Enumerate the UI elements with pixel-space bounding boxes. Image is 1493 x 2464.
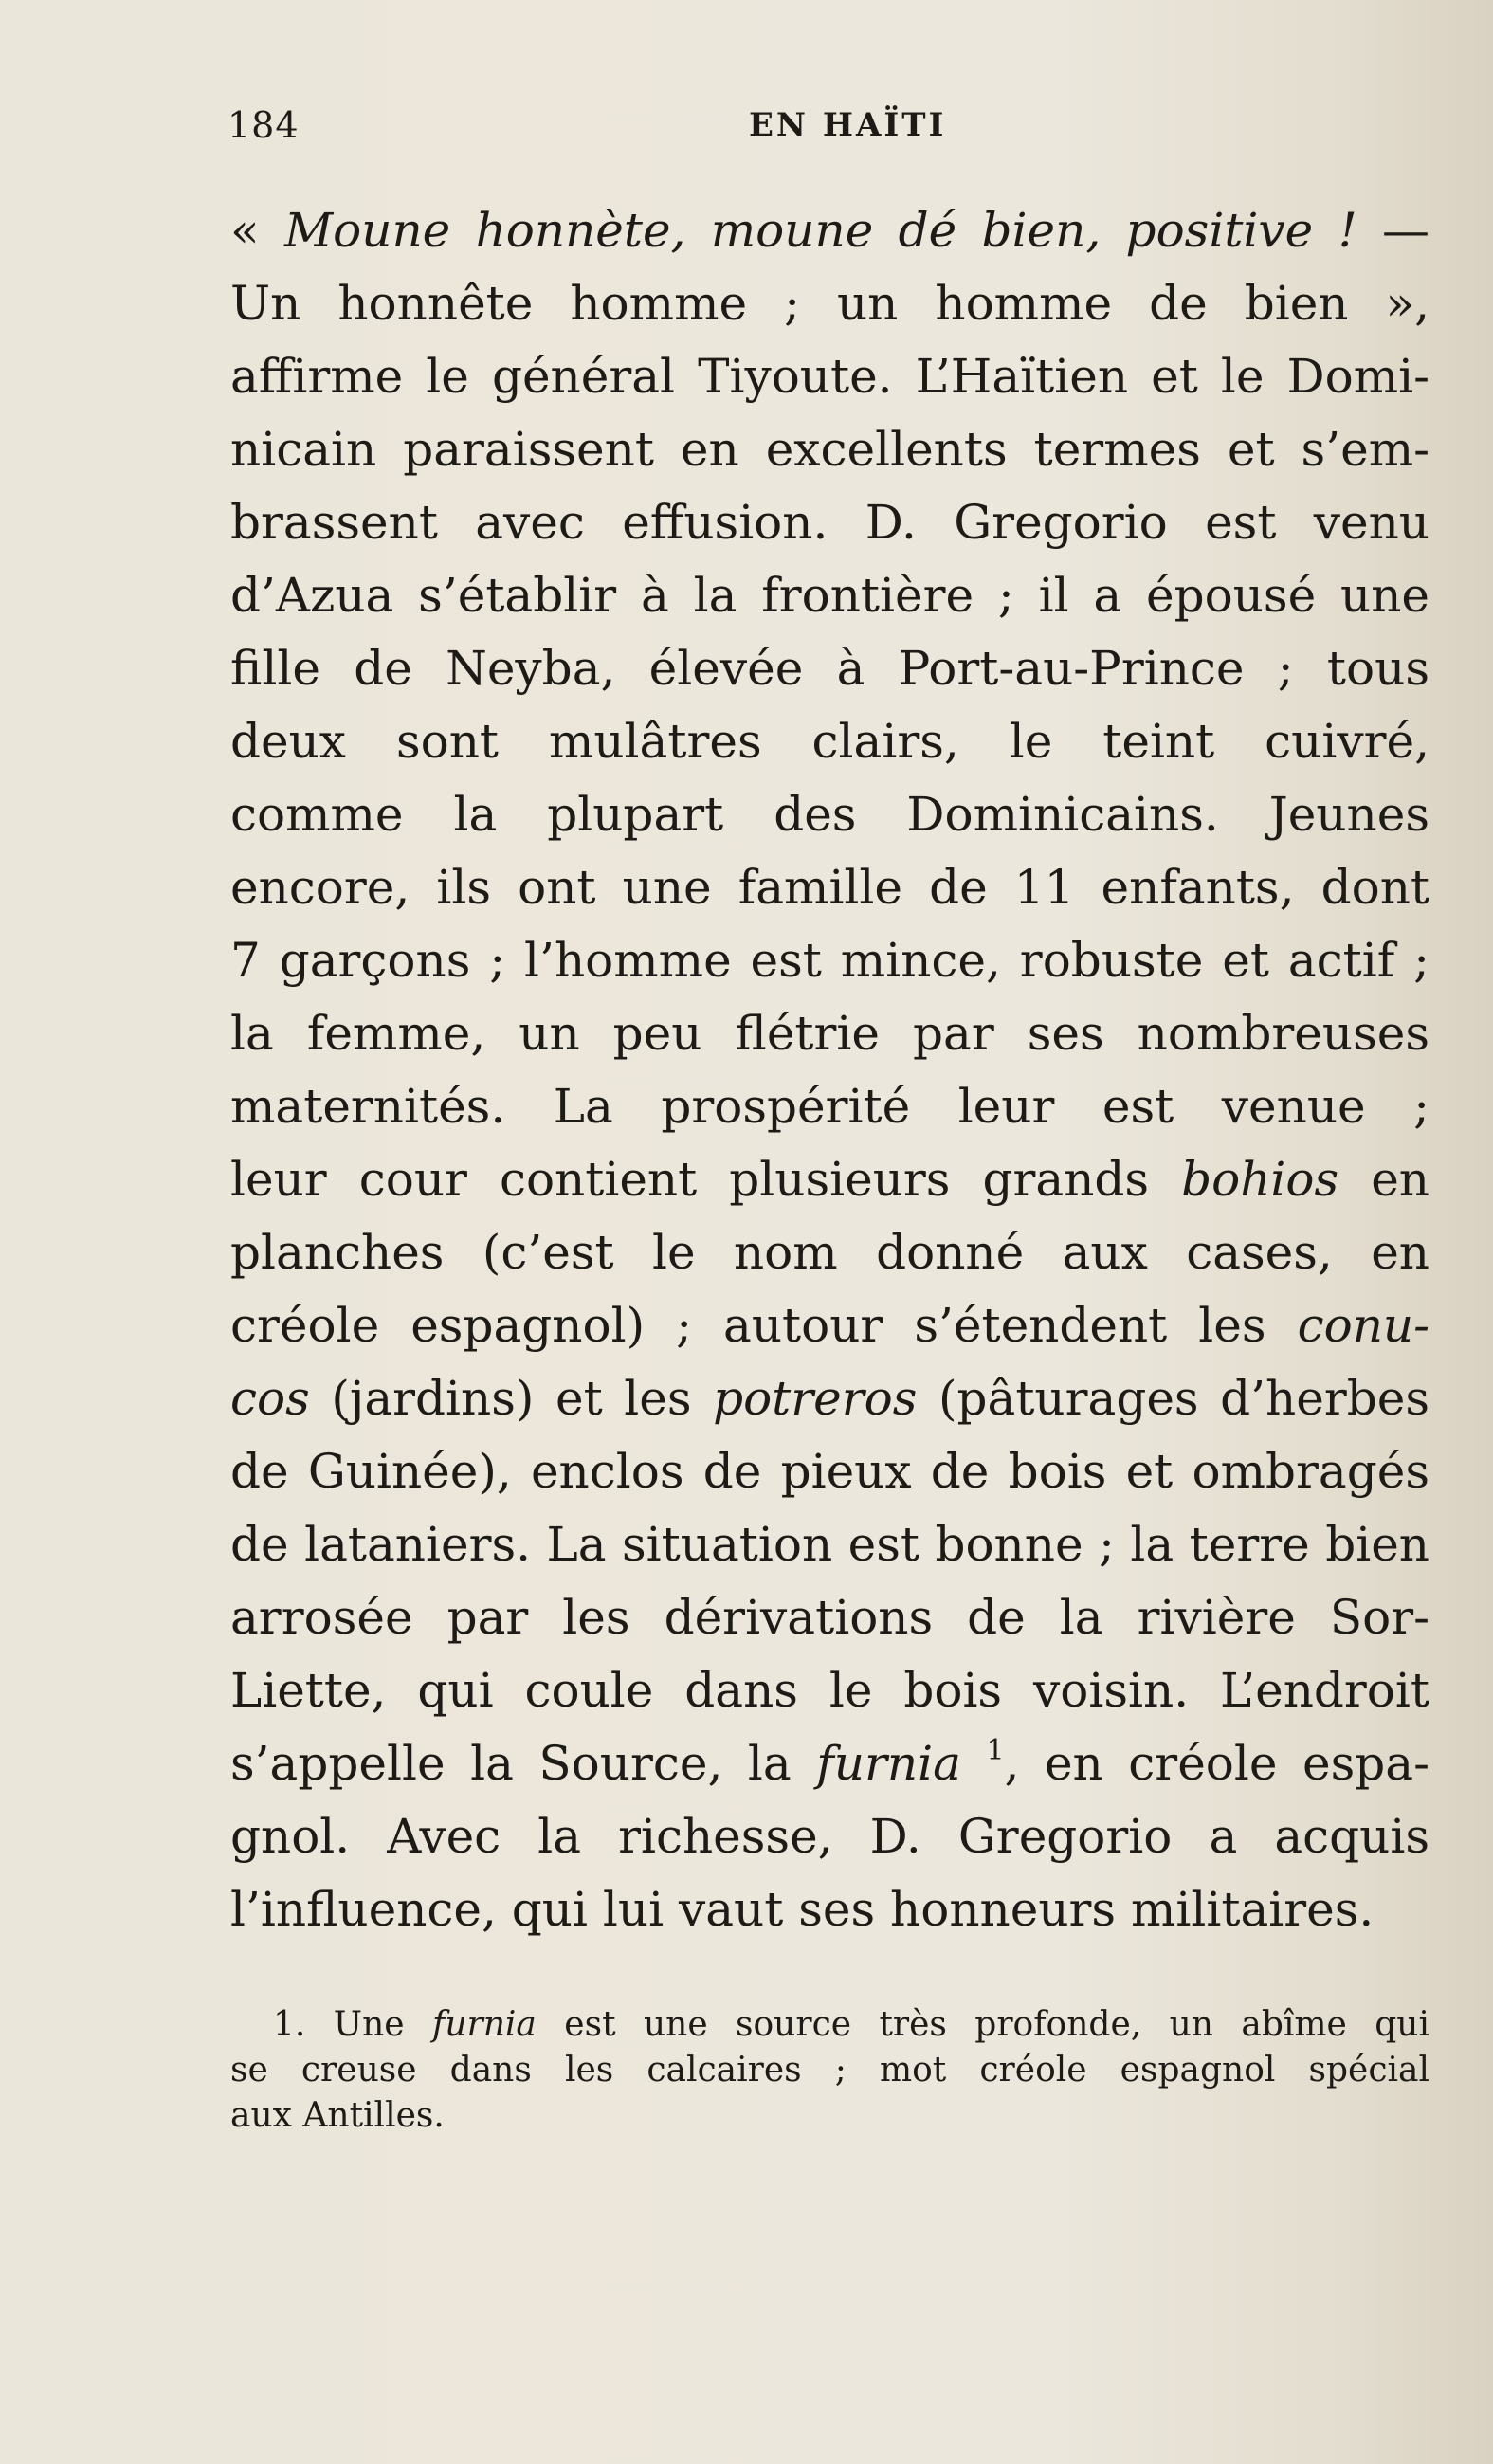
text-line [230,1289,1429,1362]
footnote-reference: 1 [986,1734,1005,1767]
text-span: est une source très profonde, un abîme qui [536,2005,1429,2044]
footnote-line: se creuse dans les calcaires ; mot créole espagnol spécial [230,2051,1429,2090]
text-span: leur cour contient plusieurs grands [230,1152,1182,1207]
text-line: fille de Neyba, élevée à Port-au-Prince ; tous [230,641,1429,696]
text-line: planches (c’est le nom donné aux cases, en [230,1225,1429,1280]
italic-term: conu- [1297,1298,1429,1353]
text-line: nicain paraissent en excellents termes et s’em- [230,422,1429,477]
text-span: — [1356,203,1430,258]
text-line [230,1143,1429,1216]
footnote-line [230,2002,1429,2048]
text-span: « [230,203,284,258]
text-span: , en créole espa- [1004,1736,1429,1791]
text-line: l’influence, qui lui vaut ses honneurs militaires. [230,1882,1375,1937]
text-line [230,1362,1429,1435]
text-line: 7 garçons ; l’homme est mince, robuste et actif ; [230,933,1429,988]
italic-term: potreros [713,1371,918,1426]
text-line: gnol. Avec la richesse, D. Gregorio a acquis [230,1809,1429,1864]
text-span: s’appelle la Source, la [230,1736,817,1791]
footnote [230,2002,1429,2139]
text-span: 1. Une [273,2005,432,2044]
body-text [230,194,1429,1946]
text-line: la femme, un peu flétrie par ses nombreuses [230,1006,1429,1061]
text-span [961,1736,987,1791]
text-line [230,1727,1429,1800]
text-line: maternités. La prospérité leur est venue ; [230,1079,1429,1134]
text-line: comme la plupart des Dominicains. Jeunes [230,787,1429,842]
text-line: encore, ils ont une famille de 11 enfants, dont [230,860,1429,915]
italic-term: cos [230,1371,310,1426]
text-line: arrosée par les dérivations de la rivière Sor- [230,1590,1429,1645]
text-line: affirme le général Tiyoute. L’Haïtien et le Domi- [230,349,1429,404]
text-line: d’Azua s’établir à la frontière ; il a épousé une [230,568,1429,623]
text-span: en [1338,1152,1429,1207]
text-line: Liette, qui coule dans le bois voisin. L’endroit [230,1663,1429,1718]
text-span: (pâturages d’herbes [917,1371,1429,1426]
italic-term: furnia [432,2005,537,2044]
text-line: de lataniers. La situation est bonne ; la terre bien [230,1517,1429,1572]
text-span: créole espagnol) ; autour s’étendent les [230,1298,1298,1353]
italic-quote: Moune honnète, moune dé bien, positive ! [283,203,1357,258]
text-line: Un honnête homme ; un homme de bien », [230,276,1429,331]
italic-term: furnia [816,1736,961,1791]
running-title: EN HAÏTI [749,106,947,144]
text-line: de Guinée), enclos de pieux de bois et ombragés [230,1444,1429,1499]
text-line: deux sont mulâtres clairs, le teint cuivré, [230,714,1429,769]
italic-term: bohios [1181,1152,1339,1207]
footnote-line: aux Antilles. [230,2096,445,2135]
page-number: 184 [228,104,300,146]
page-header [228,104,1431,161]
text-line [230,194,1429,267]
text-span: (jardins) et les [309,1371,714,1426]
text-line: brassent avec effusion. D. Gregorio est venu [230,495,1429,550]
